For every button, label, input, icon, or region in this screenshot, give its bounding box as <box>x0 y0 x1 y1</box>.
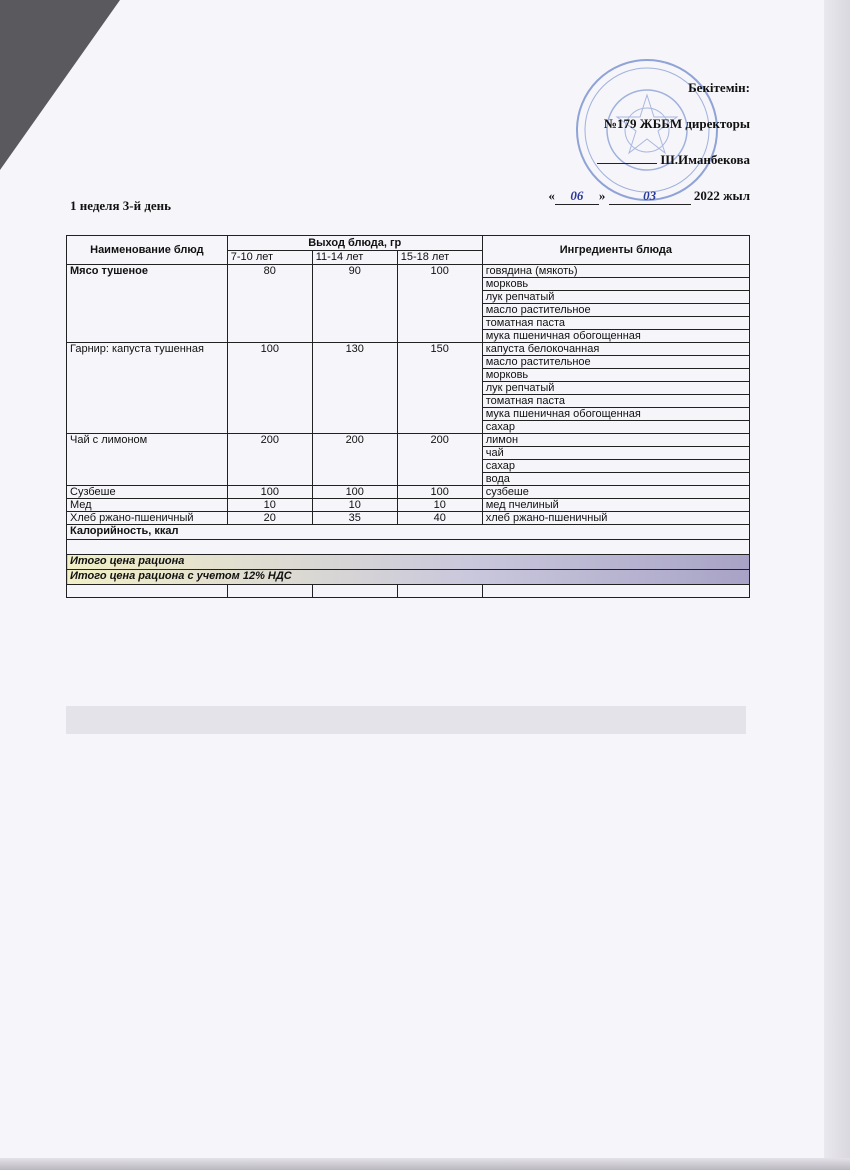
ingredient-cell: сузбеше <box>482 486 749 499</box>
table-row <box>67 434 750 447</box>
header-age-11-14: 11-14 лет <box>312 250 397 265</box>
empty-row <box>67 540 750 555</box>
empty-row-row <box>67 540 750 555</box>
ingredient-cell: масло растительное <box>482 356 749 369</box>
dish-output-v1: 80 <box>227 265 312 343</box>
header-age-15-18: 15-18 лет <box>397 250 482 265</box>
dish-output-v2: 200 <box>312 434 397 486</box>
dish-output-v3: 200 <box>397 434 482 486</box>
approval-position: №179 ЖББМ директоры <box>603 116 750 131</box>
ingredient-cell: лимон <box>482 434 749 447</box>
header-ingredients: Ингредиенты блюда <box>482 236 749 265</box>
ingredient-cell: говядина (мякоть) <box>482 265 749 278</box>
dish-name: Хлеб ржано-пшеничный <box>67 512 228 525</box>
ingredient-cell: томатная паста <box>482 317 749 330</box>
dish-output-v2: 130 <box>312 343 397 434</box>
header-output: Выход блюда, гр <box>227 236 482 251</box>
approval-title: Бекітемін: <box>688 80 750 95</box>
empty-grid-row <box>67 585 750 598</box>
ingredient-cell: вода <box>482 473 749 486</box>
empty-cell <box>312 585 397 598</box>
day-heading: 1 неделя 3-й день <box>70 198 172 213</box>
dish-name: Мясо тушеное <box>67 265 228 343</box>
ingredient-cell: морковь <box>482 369 749 382</box>
approval-date: « 06 » 03 2022 жыл <box>548 188 750 203</box>
dish-output-v3: 40 <box>397 512 482 525</box>
empty-cell <box>227 585 312 598</box>
price-label-row <box>67 555 750 570</box>
ingredient-cell: мед пчелиный <box>482 499 749 512</box>
dish-output-v2: 90 <box>312 265 397 343</box>
price-label: Итого цена рациона <box>67 555 750 570</box>
menu-table-body <box>67 265 750 598</box>
ingredient-cell: лук репчатый <box>482 382 749 395</box>
approval-block <box>510 70 750 214</box>
dish-output-v3: 100 <box>397 486 482 499</box>
approval-signatory <box>510 142 750 178</box>
date-day: 06 <box>555 188 599 205</box>
header-dish: Наименование блюд <box>67 236 228 265</box>
dish-output-v1: 100 <box>227 486 312 499</box>
ingredient-cell: мука пшеничная обогощенная <box>482 330 749 343</box>
ingredient-cell: хлеб ржано-пшеничный <box>482 512 749 525</box>
dish-output-v2: 10 <box>312 499 397 512</box>
page-edge-right <box>824 0 850 1170</box>
empty-cell <box>397 585 482 598</box>
page-edge-bottom <box>0 1158 850 1170</box>
ingredient-cell: томатная паста <box>482 395 749 408</box>
calories-label-row <box>67 525 750 540</box>
table-row <box>67 486 750 499</box>
dish-output-v2: 100 <box>312 486 397 499</box>
dish-output-v3: 150 <box>397 343 482 434</box>
date-month: 03 <box>609 188 691 205</box>
table-row <box>67 343 750 356</box>
signatory-name: Ш.Иманбекова <box>660 152 750 167</box>
bleed-through-band <box>66 706 746 734</box>
ingredient-cell: морковь <box>482 278 749 291</box>
ingredient-cell: лук репчатый <box>482 291 749 304</box>
dish-output-v1: 100 <box>227 343 312 434</box>
dish-output-v1: 20 <box>227 512 312 525</box>
price-vat-label: Итого цена рациона с учетом 12% НДС <box>67 570 750 585</box>
dish-name: Гарнир: капуста тушенная <box>67 343 228 434</box>
table-row <box>67 512 750 525</box>
dish-output-v3: 10 <box>397 499 482 512</box>
date-year: 2022 жыл <box>693 188 750 203</box>
header-age-7-10: 7-10 лет <box>227 250 312 265</box>
ingredient-cell: сахар <box>482 460 749 473</box>
table-row <box>67 499 750 512</box>
dish-name: Чай с лимоном <box>67 434 228 486</box>
folded-corner <box>0 0 120 170</box>
ingredient-cell: чай <box>482 447 749 460</box>
dish-name: Сузбеше <box>67 486 228 499</box>
table-row <box>67 265 750 278</box>
ingredient-cell: капуста белокочанная <box>482 343 749 356</box>
menu-table <box>66 235 750 598</box>
dish-name: Мед <box>67 499 228 512</box>
ingredient-cell: масло растительное <box>482 304 749 317</box>
dish-output-v2: 35 <box>312 512 397 525</box>
empty-cell <box>67 585 228 598</box>
calories-label: Калорийность, ккал <box>67 525 750 540</box>
price-vat-label-row <box>67 570 750 585</box>
dish-output-v1: 200 <box>227 434 312 486</box>
dish-output-v3: 100 <box>397 265 482 343</box>
dish-output-v1: 10 <box>227 499 312 512</box>
empty-cell <box>482 585 749 598</box>
ingredient-cell: мука пшеничная обогощенная <box>482 408 749 421</box>
ingredient-cell: сахар <box>482 421 749 434</box>
